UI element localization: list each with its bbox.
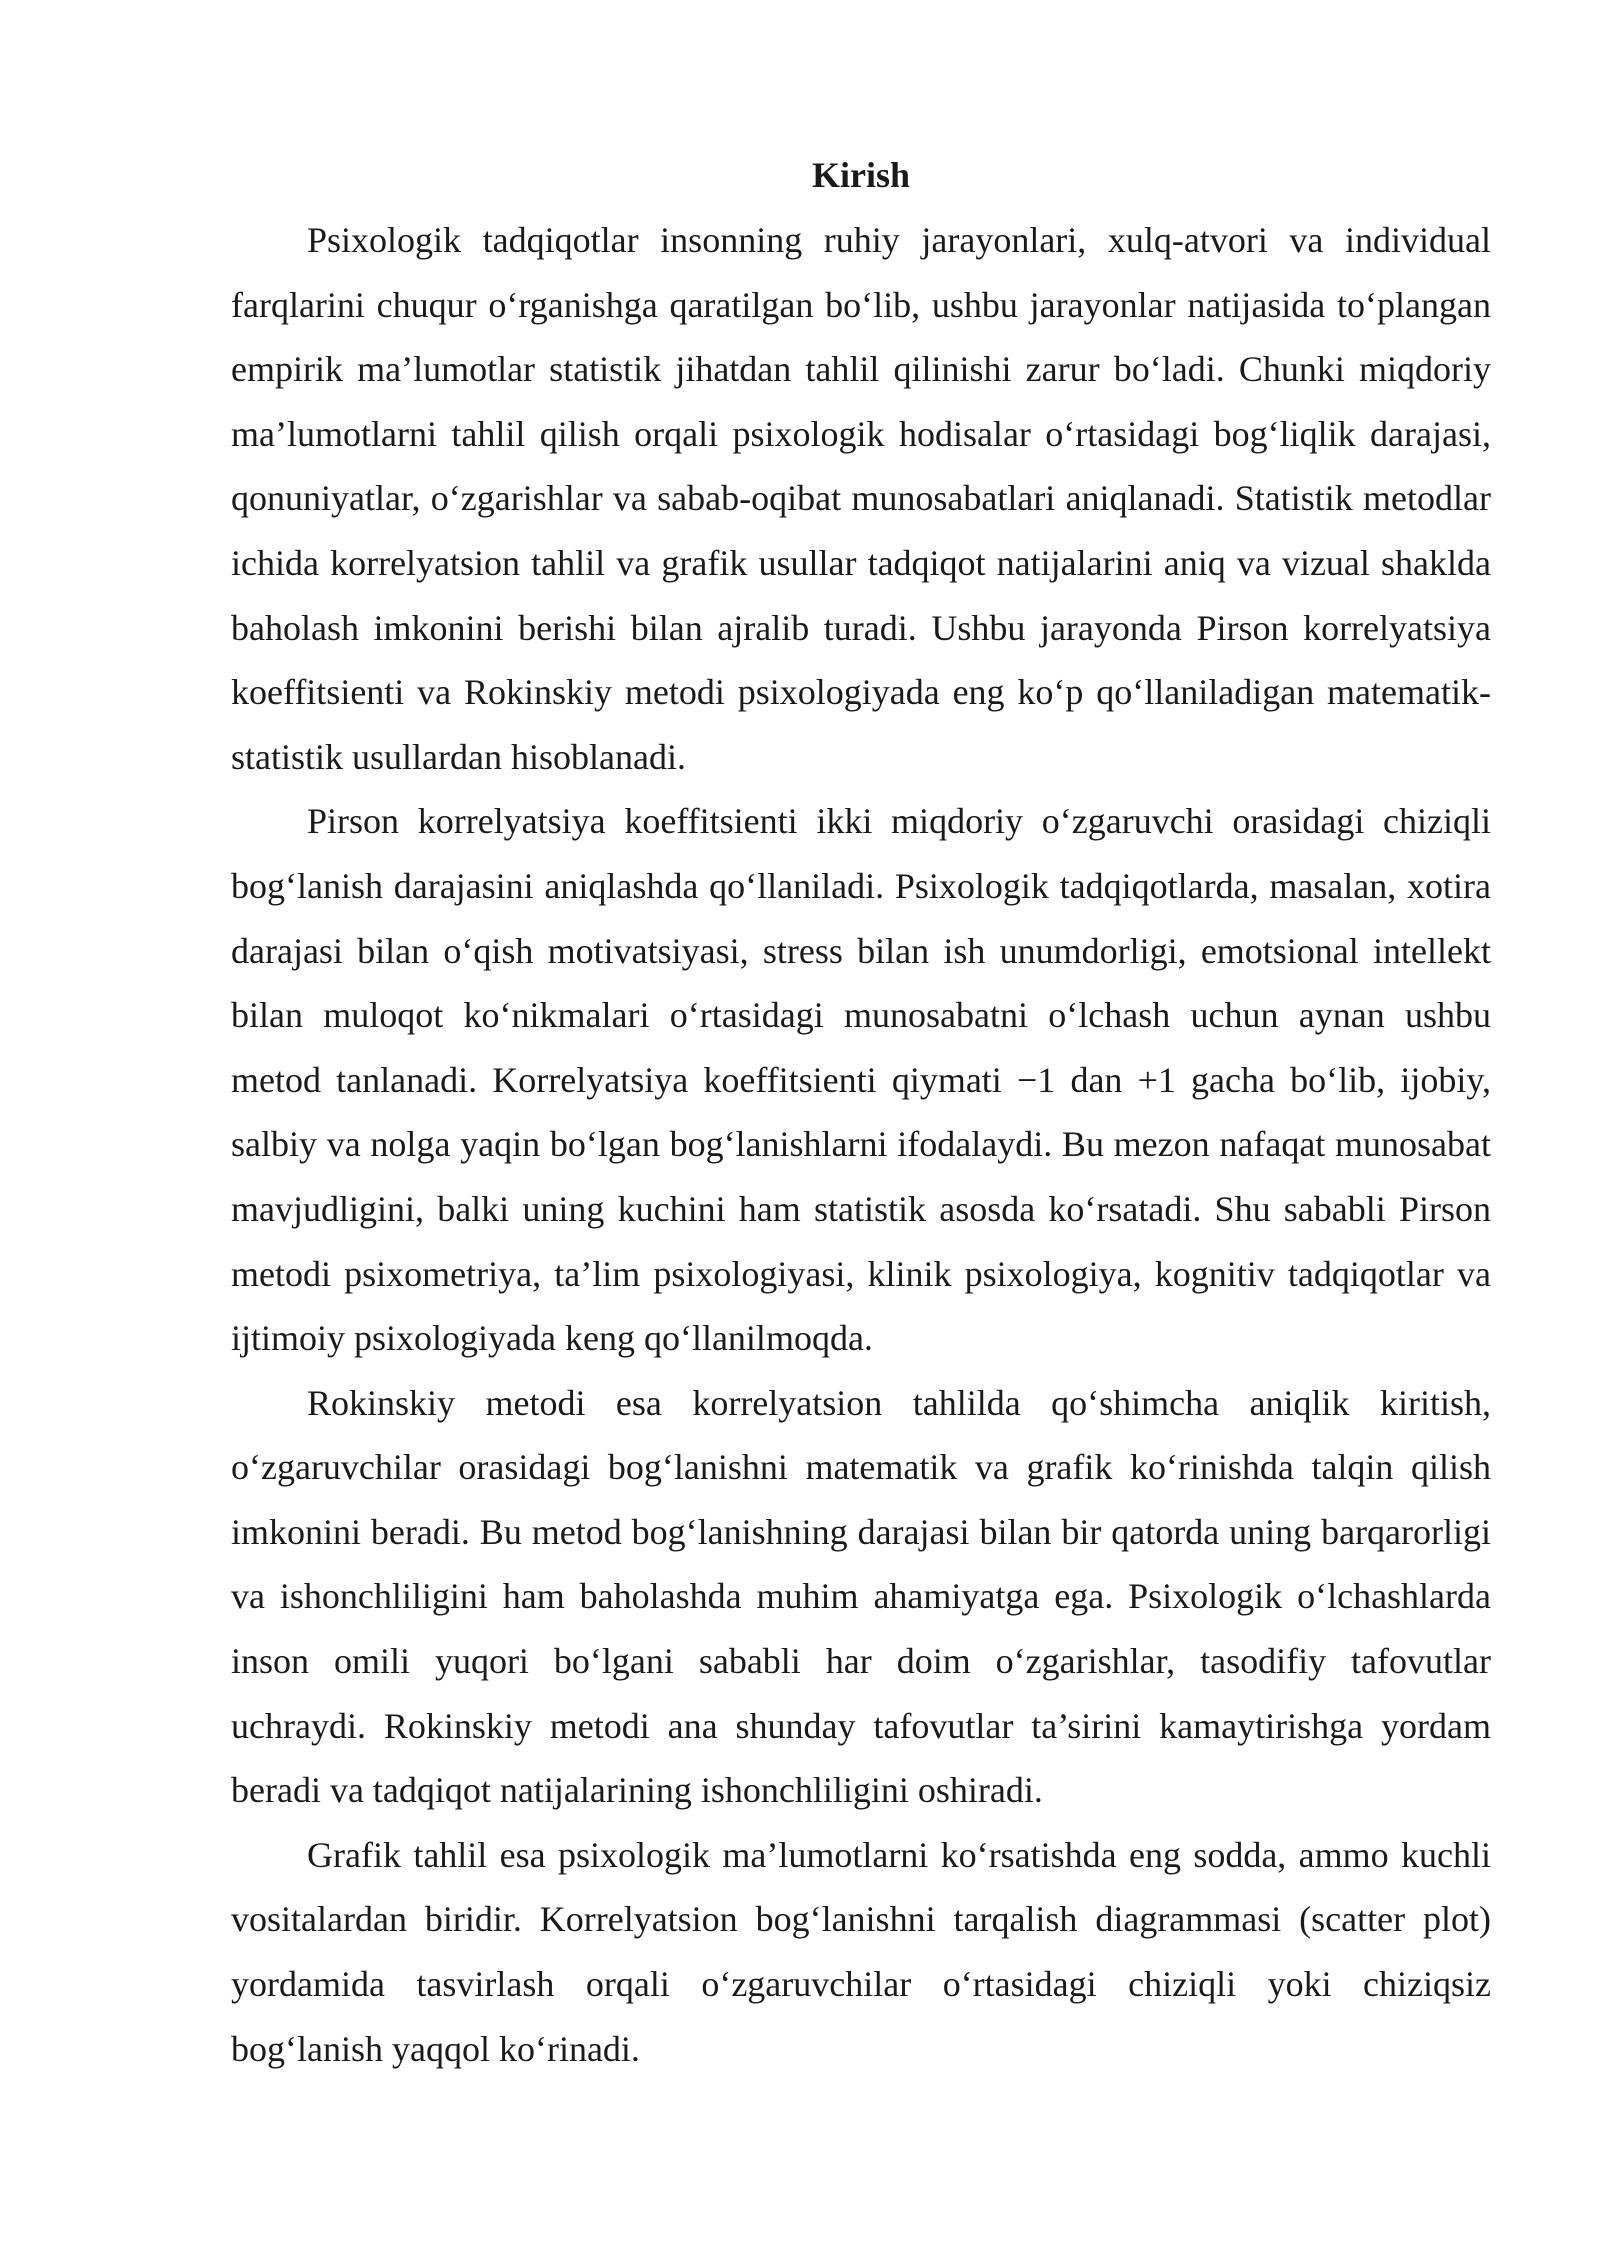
paragraph-introduction: Psixologik tadqiqotlar insonning ruhiy jarayonlari, xulq-atvori va individual farqlarini chuqur o‘rganishga qaratilgan bo‘lib, ushbu jarayonlar natijasida to‘plangan empirik ma’lumotlar statistik jihatdan tahlil qilinishi zarur bo‘ladi. Chunki miqdoriy ma’lumotlarni tahlil qilish orqali psixologik hodisalar o‘rtasidagi bog‘liqlik darajasi, qonuniyatlar, o‘zgarishlar va sabab-oqibat munosabatlari aniqlanadi. Statistik metodlar ichida korrelyatsion tahlil va grafik usullar tadqiqot natijalarini aniq va vizual shaklda baholash imkonini berishi bilan ajralib turadi. Ushbu jarayonda Pirson korrelyatsiya koeffitsienti va Rokinskiy metodi psixologiyada eng ko‘p qo‘llaniladigan matematik-statistik usullardan hisoblanadi. [231,220,1491,777]
paragraph-rokinskiy: Rokinskiy metodi esa korrelyatsion tahlilda qo‘shimcha aniqlik kiritish, o‘zgaruvchilar orasidagi bog‘lanishni matematik va grafik ko‘rinishda talqin qilish imkonini beradi. Bu metod bog‘lanishning darajasi bilan bir qatorda uning barqarorligi va ishonchliligini ham baholashda muhim ahamiyatga ega. Psixologik o‘lchashlarda inson omili yuqori bo‘lgani sababli har doim o‘zgarishlar, tasodifiy tafovutlar uchraydi. Rokinskiy metodi ana shunday tafovutlar ta’sirini kamaytirishga yordam beradi va tadqiqot natijalarining ishonchliligini oshiradi. [231,1382,1491,1811]
paragraph-graphic-analysis: Grafik tahlil esa psixologik ma’lumotlarni ko‘rsatishda eng sodda, ammo kuchli vositalardan biridir. Korrelyatsion bog‘lanishni tarqalish diagrammasi (scatter plot) yordamida tasvirlash orqali o‘zgaruvchilar o‘rtasidagi chiziqli yoki chiziqsiz bog‘lanish yaqqol ko‘rinadi. [231,1834,1491,2069]
paragraph-pearson: Pirson korrelyatsiya koeffitsienti ikki miqdoriy o‘zgaruvchi orasidagi chiziqli bog‘lanish darajasini aniqlashda qo‘llaniladi. Psixologik tadqiqotlarda, masalan, xotira darajasi bilan o‘qish motivatsiyasi, stress bilan ish unumdorligi, emotsional intellekt bilan muloqot ko‘nikmalari o‘rtasidagi munosabatni o‘lchash uchun aynan ushbu metod tanlanadi. Korrelyatsiya koeffitsienti qiymati −1 dan +1 gacha bo‘lib, ijobiy, salbiy va nolga yaqin bo‘lgan bog‘lanishlarni ifodalaydi. Bu mezon nafaqat munosabat mavjudligini, balki uning kuchini ham statistik asosda ko‘rsatadi. Shu sababli Pirson metodi psixometriya, ta’lim psixologiyasi, klinik psixologiya, kognitiv tadqiqotlar va ijtimoiy psixologiyada keng qo‘llanilmoqda. [231,801,1491,1359]
document-body [231,150,1491,2081]
document-title: Kirish [811,155,910,195]
